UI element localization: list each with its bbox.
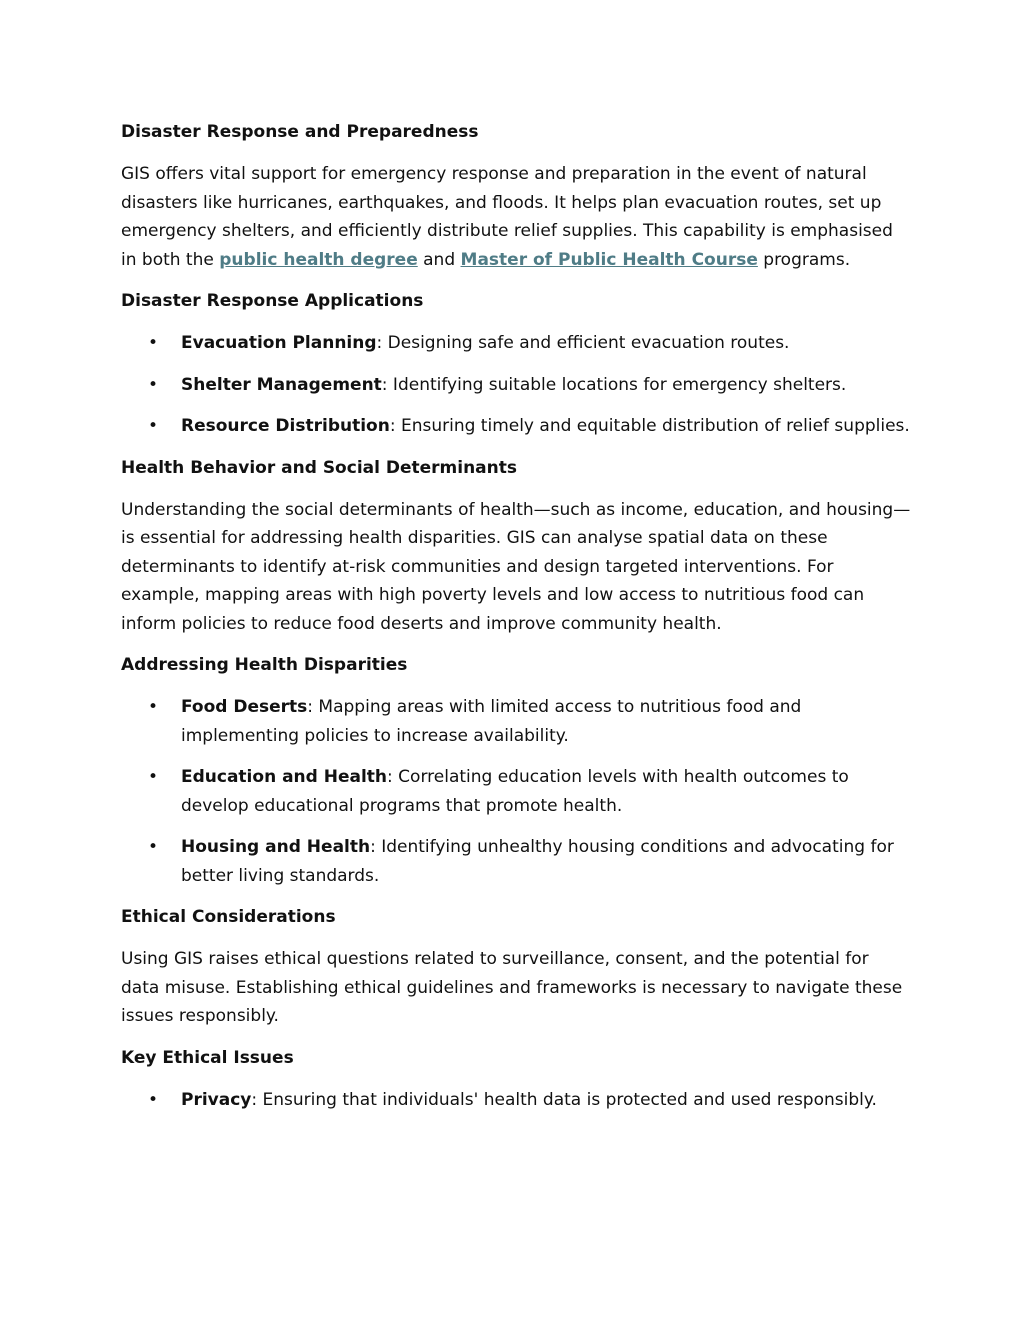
list-item-desc: : Identifying suitable locations for emergency shelters. bbox=[381, 374, 847, 395]
master-of-public-health-course-link[interactable]: Master of Public Health Course bbox=[460, 249, 758, 270]
section-paragraph bbox=[121, 160, 911, 274]
paragraph-text: programs. bbox=[757, 249, 851, 270]
section-heading: Addressing Health Disparities bbox=[121, 655, 408, 675]
paragraph-text: and bbox=[417, 249, 461, 270]
list-item-desc: : Identifying unhealthy housing conditions and advocating for better living standards. bbox=[181, 837, 894, 886]
bullet-list bbox=[121, 329, 911, 441]
section-paragraph: Understanding the social determinants of health—such as income, education, and housing—is essential for addressing health disparities. GIS can analyse spatial data on these determinants to identify at-risk communities and design targeted interventions. For example, mapping areas with high poverty levels and low access to nutritious food can inform policies to reduce food deserts and improve community health. bbox=[121, 499, 911, 634]
section-heading: Disaster Response and Preparedness bbox=[121, 122, 479, 142]
list-item-desc: : Ensuring that individuals' health data is protected and used responsibly. bbox=[251, 1089, 877, 1110]
list-item-term: Housing and Health bbox=[181, 837, 371, 857]
bullet-icon: • bbox=[148, 837, 159, 857]
section-heading: Disaster Response Applications bbox=[121, 291, 424, 311]
document-page bbox=[121, 118, 911, 1127]
paragraph-text: GIS offers vital support for emergency response and preparation in the event of natural disasters like hurricanes, earthquakes, and floods. It helps plan evacuation routes, set up emergency shelters, and efficiently distribute relief supplies. This capability is emphasised in both the bbox=[121, 164, 893, 270]
bullet-icon: • bbox=[148, 767, 159, 787]
section-heading: Health Behavior and Social Determinants bbox=[121, 457, 518, 478]
bullet-icon: • bbox=[148, 697, 159, 717]
section-heading: Ethical Considerations bbox=[121, 907, 336, 927]
bullet-list bbox=[121, 693, 911, 890]
list-item bbox=[121, 412, 911, 441]
bullet-icon: • bbox=[148, 374, 159, 395]
list-item-term: Privacy bbox=[181, 1089, 252, 1110]
list-item-term: Evacuation Planning bbox=[181, 333, 377, 353]
bullet-icon: • bbox=[148, 1089, 159, 1110]
list-item bbox=[121, 329, 911, 358]
list-item-desc: : Mapping areas with limited access to nutritious food and implementing policies to increase availability. bbox=[181, 697, 802, 746]
section-heading: Key Ethical Issues bbox=[121, 1047, 294, 1068]
list-item bbox=[121, 693, 911, 750]
list-item-term: Resource Distribution bbox=[181, 416, 390, 436]
list-item-term: Food Deserts bbox=[181, 697, 308, 717]
list-item bbox=[121, 833, 911, 890]
list-item bbox=[121, 371, 911, 400]
list-item-desc: : Correlating education levels with health outcomes to develop educational programs that promote health. bbox=[181, 767, 849, 816]
bullet-icon: • bbox=[148, 333, 159, 353]
bullet-list bbox=[121, 1086, 911, 1115]
bullet-icon: • bbox=[148, 416, 159, 436]
section-paragraph: Using GIS raises ethical questions related to surveillance, consent, and the potential for data misuse. Establishing ethical guidelines and frameworks is necessary to navigate these issues responsibly. bbox=[121, 949, 903, 1026]
list-item bbox=[121, 1086, 911, 1115]
list-item-term: Education and Health bbox=[181, 767, 388, 787]
list-item-desc: : Ensuring timely and equitable distribution of relief supplies. bbox=[389, 416, 910, 436]
list-item bbox=[121, 763, 911, 820]
list-item-desc: : Designing safe and efficient evacuation routes. bbox=[376, 333, 790, 353]
public-health-degree-link[interactable]: public health degree bbox=[219, 249, 418, 270]
list-item-term: Shelter Management bbox=[181, 374, 382, 395]
